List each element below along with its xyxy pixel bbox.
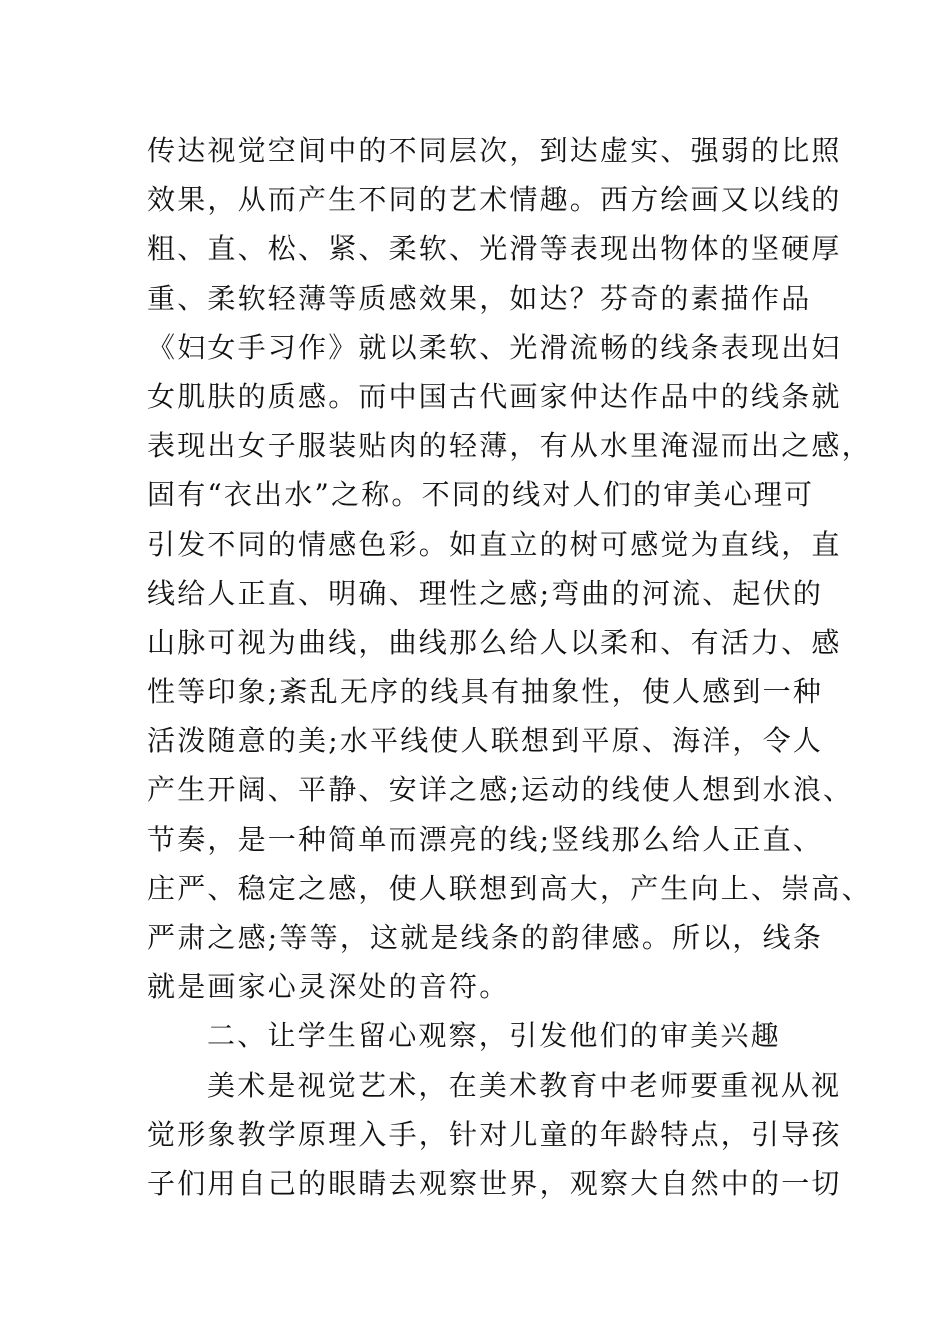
body-text — [147, 126, 872, 1208]
section-heading: 二、让学生留心观察，引发他们的审美兴趣 — [207, 1019, 781, 1053]
text-line: 性等印象;紊乱无序的线具有抽象性，使人感到一种 — [147, 675, 824, 709]
text-line: 产生开阔、平静、安详之感;运动的线使人想到水浪、 — [147, 773, 854, 807]
text-line: 引发不同的情感色彩。如直立的树可感觉为直线，直 — [147, 527, 842, 561]
text-line: 表现出女子服装贴肉的轻薄，有从水里淹湿而出之感， — [147, 429, 872, 463]
text-line: 庄严、稳定之感，使人联想到高大，产生向上、崇高、 — [147, 871, 872, 905]
text-line: 觉形象教学原理入手，针对儿童的年龄特点，引导孩 — [147, 1117, 842, 1151]
text-line: 美术是视觉艺术，在美术教育中老师要重视从视 — [207, 1068, 842, 1102]
text-line: 固有“衣出水”之称。不同的线对人们的审美心理可 — [147, 478, 815, 512]
text-line: 就是画家心灵深处的音符。 — [147, 970, 510, 1004]
text-line: 活泼随意的美;水平线使人联想到平原、海洋，令人 — [147, 724, 824, 758]
text-line: 子们用自己的眼睛去观察世界，观察大自然中的一切 — [147, 1166, 842, 1200]
text-line: 传达视觉空间中的不同层次，到达虚实、强弱的比照 — [147, 134, 842, 167]
text-line: 粗、直、松、紧、柔软、光滑等表现出物体的坚硬厚 — [147, 232, 842, 266]
text-line: 《妇女手习作》就以柔软、光滑流畅的线条表现出妇 — [147, 330, 842, 364]
text-line: 效果，从而产生不同的艺术情趣。西方绘画又以线的 — [147, 183, 842, 217]
text-line: 重、柔软轻薄等质感效果，如达？芬奇的素描作品 — [147, 281, 812, 315]
text-line: 线给人正直、明确、理性之感;弯曲的河流、起伏的 — [147, 576, 824, 610]
text-line: 节奏，是一种简单而漂亮的线;竖线那么给人正直、 — [147, 822, 824, 856]
text-line: 女肌肤的质感。而中国古代画家仲达作品中的线条就 — [147, 379, 842, 413]
text-line: 山脉可视为曲线，曲线那么给人以柔和、有活力、感 — [147, 625, 842, 659]
text-line: 严肃之感;等等，这就是线条的韵律感。所以，线条 — [147, 921, 824, 954]
